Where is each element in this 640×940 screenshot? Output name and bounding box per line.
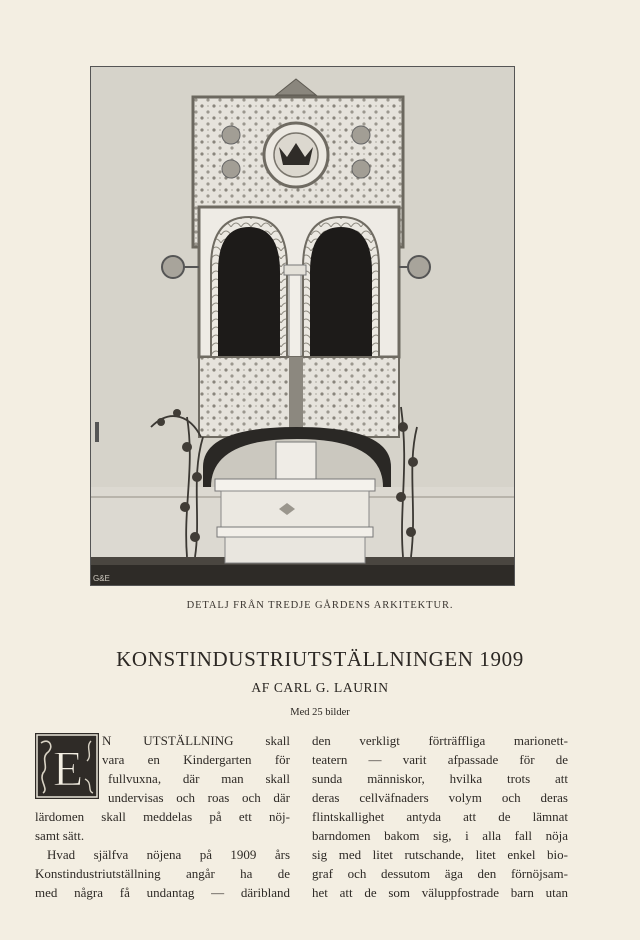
drop-cap-initial: [35, 733, 99, 799]
right-line-4: deras cellväfnaders volym och deras: [312, 790, 568, 805]
photo-illustration: [91, 67, 514, 585]
right-line-1: den verkligt förträffliga marionett-: [312, 733, 568, 748]
drop-cap-ornament: [35, 733, 99, 799]
left-line-2: vara en Kindergarten för: [102, 752, 290, 767]
left-line-7: Hvad själfva nöjena på 1909 års: [47, 847, 290, 862]
right-line-5: flintskallighet antyda att de lämnat: [312, 809, 568, 824]
left-line-9: med några få undantag — däribland: [35, 885, 290, 900]
architecture-photo: [90, 66, 515, 586]
article-title: KONSTINDUSTRIUTSTÄLLNINGEN 1909: [116, 647, 524, 671]
right-line-8: graf och dessutom äga den förnöjsam-: [312, 866, 568, 881]
left-line-1: N UTSTÄLLNING skall: [102, 733, 290, 748]
left-line-8: Konstindustriutställning angår ha de: [35, 866, 290, 881]
figure-caption: DETALJ FRÅN TREDJE GÅRDENS ARKITEKTUR.: [186, 600, 454, 611]
left-line-6: samt sätt.: [35, 828, 85, 843]
right-line-2: teatern — varit afpassade för de: [312, 752, 568, 767]
left-line-5: lärdomen skall meddelas på ett nöj-: [35, 809, 290, 824]
right-line-9: het att de som väluppfostrade barn utan: [312, 885, 568, 900]
image-count: Med 25 bilder: [290, 707, 350, 718]
drop-cap-letter: E: [52, 740, 84, 796]
photo-stamp: G&E: [93, 574, 110, 583]
right-line-7: sig med litet rutschande, litet enkel bio-: [312, 847, 568, 862]
right-line-3: sunda människor, hvilka trots att: [312, 771, 568, 786]
left-line-3: fullvuxna, där man skall: [108, 771, 290, 786]
right-line-6: barndomen bakom sig, i alla fall nöja: [312, 828, 568, 843]
left-line-4: undervisas och roas och där: [108, 790, 290, 805]
article-byline: AF CARL G. LAURIN: [251, 680, 389, 695]
